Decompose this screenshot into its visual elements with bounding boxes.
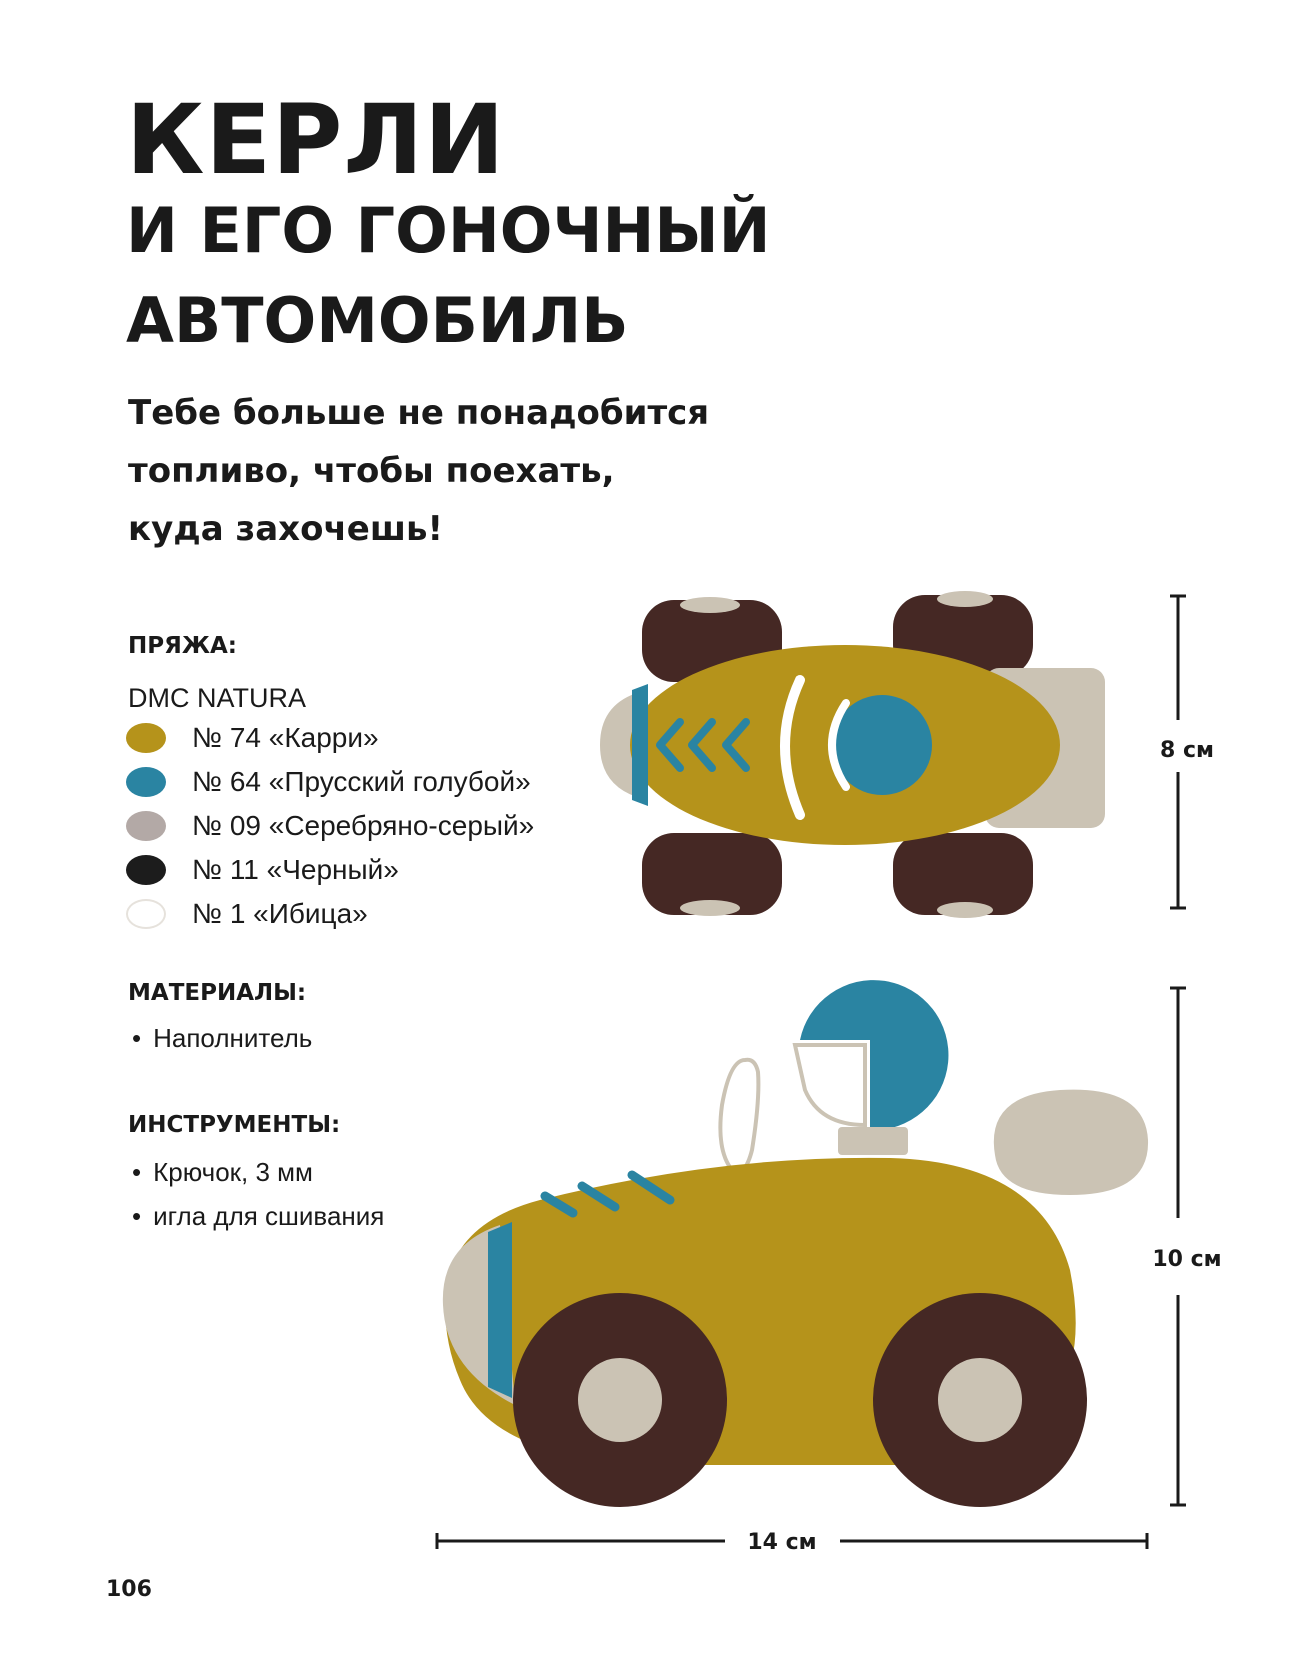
dimension-label-top: 8 см [1160,738,1214,763]
car-stripe [632,684,648,806]
car-stripe [488,1222,512,1398]
yarn-heading: ПРЯЖА: [128,633,237,659]
dimension-label-side-height: 10 см [1152,1247,1222,1272]
car-top-view [600,591,1105,918]
title-main: КЕРЛИ [126,84,506,196]
page-number: 106 [106,1577,152,1602]
yarn-label: № 74 «Карри» [192,722,379,753]
subtitle-line: топливо, чтобы поехать, [128,451,615,491]
wheel-hub [937,902,993,918]
windshield [720,1060,758,1172]
car-tail [994,1090,1148,1195]
title-line-3: АВТОМОБИЛЬ [126,284,629,357]
yarn-label: № 09 «Серебряно-серый» [192,810,535,841]
wheel-hub [578,1358,662,1442]
title-line-2: И ЕГО ГОНОЧНЫЙ [126,194,771,267]
neck [838,1127,908,1155]
tools-heading: ИНСТРУМЕНТЫ: [128,1112,341,1138]
materials-heading: МАТЕРИАЛЫ: [128,980,307,1006]
materials-item: • Наполнитель [132,1016,312,1060]
helmet [832,695,932,795]
wheel-hub [937,591,993,607]
wheel-hub [938,1358,1022,1442]
subtitle-line: куда захочешь! [128,509,443,549]
yarn-brand: DMC NATURA [128,683,306,713]
face [795,1045,865,1125]
tools-item: • Крючок, 3 мм [132,1150,384,1194]
yarn-label: № 64 «Прусский голубой» [192,766,531,797]
wheel-hub [680,900,740,916]
yarn-label: № 1 «Ибица» [192,898,368,929]
subtitle-line: Тебе больше не понадобится [128,393,710,433]
dimension-label-length: 14 см [747,1530,817,1555]
tools-item: • игла для сшивания [132,1194,384,1238]
wheel-hub [680,597,740,613]
car-side-view [443,980,1148,1507]
yarn-label: № 11 «Черный» [192,854,399,885]
